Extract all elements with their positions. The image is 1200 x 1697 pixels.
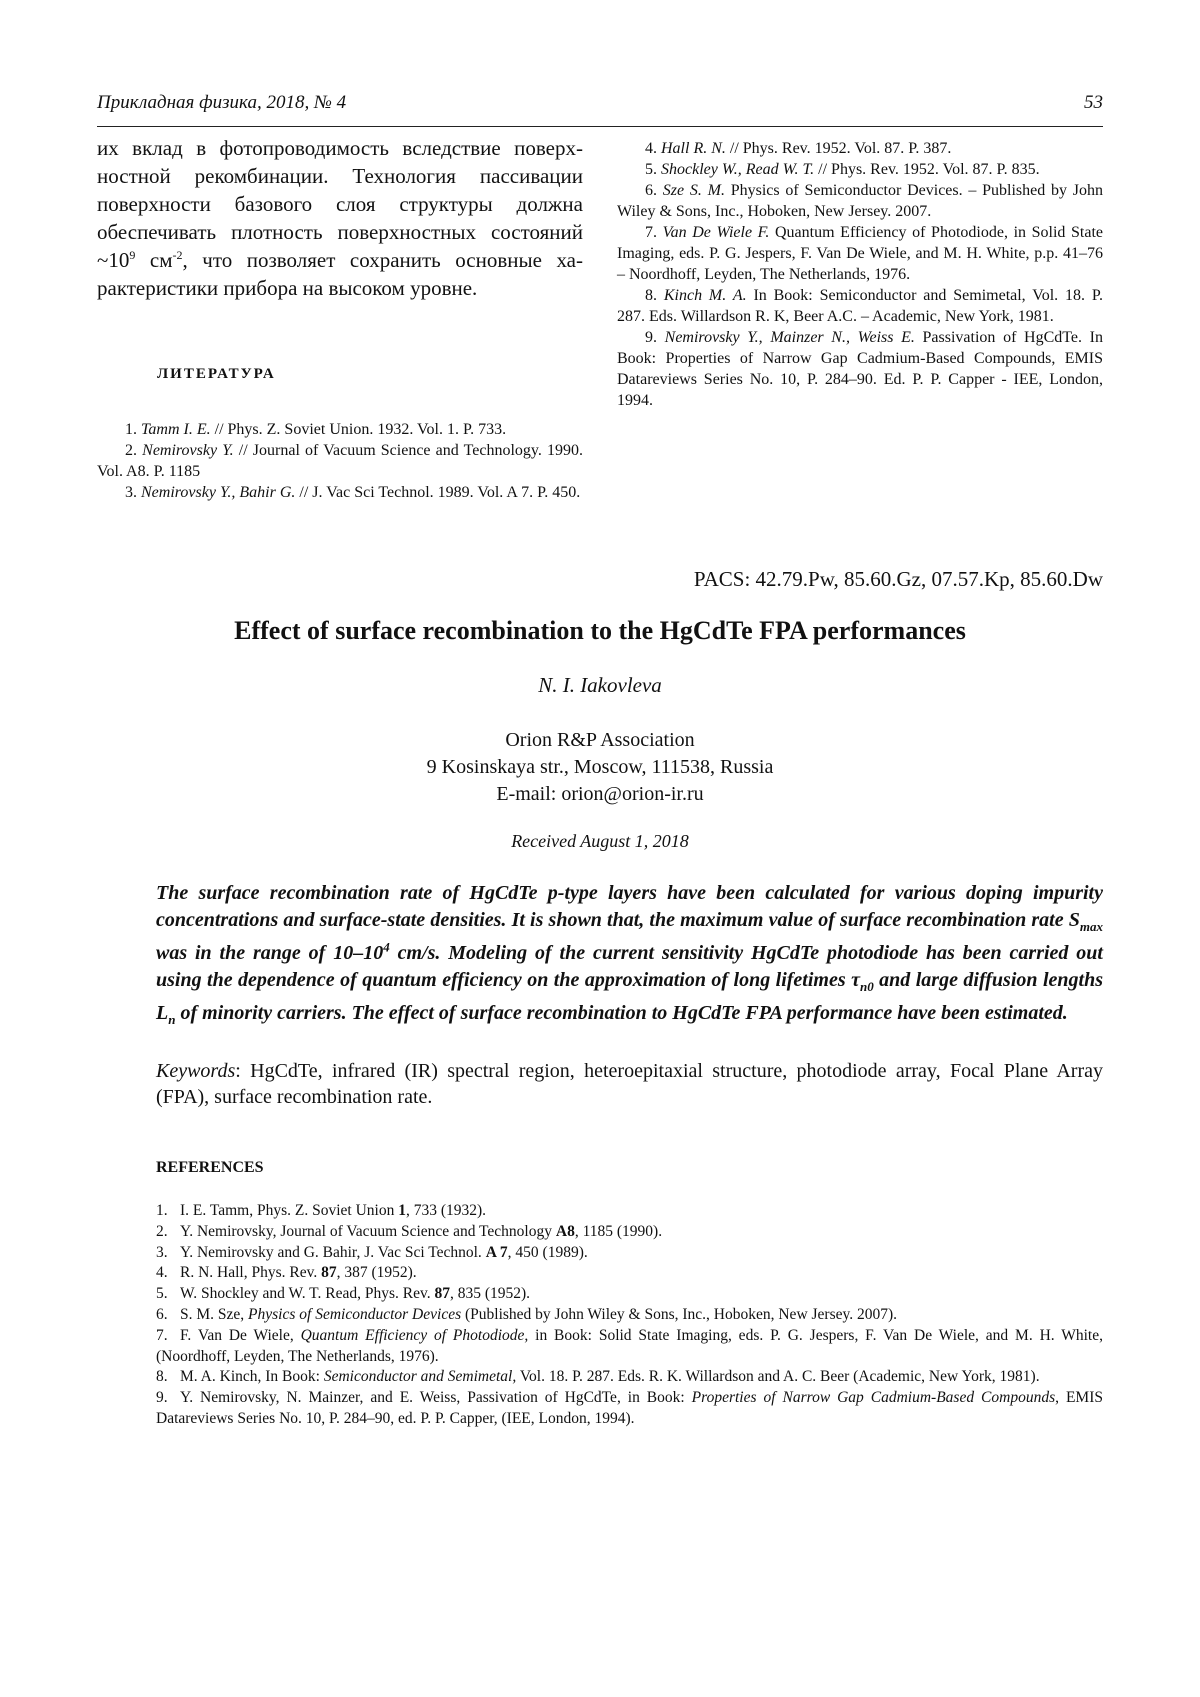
- ref-text: in Book: Solid State Imaging, eds. P. G. Jespers, F. Van De Wiele, and M. H. White, (Noordhoff, Leyden, The Netherlands, 1976).: [156, 1326, 1103, 1365]
- ref-num: 2.: [125, 442, 137, 459]
- ref-num: 7.: [156, 1326, 168, 1344]
- ru-sup: 9: [129, 248, 136, 262]
- reference-item: [156, 1388, 1103, 1430]
- abstract-part: cm/s. Modeling of the current sensitivity HgCdTe photodiode has been carried out using the dependence of quantum efficiency on the approximation of long lifetimes τ: [156, 942, 1103, 991]
- ref-num: 5.: [156, 1285, 168, 1303]
- ref-num: 3.: [125, 484, 137, 501]
- ref-author: Kinch M. A.: [663, 287, 747, 304]
- reference-item: [617, 159, 1103, 180]
- ref-volume: A 7: [485, 1243, 508, 1261]
- ref-num: 7.: [645, 224, 657, 241]
- abstract-part: was in the range of 10–10: [156, 942, 384, 964]
- ref-rest: // Phys. Rev. 1952. Vol. 87. P. 387.: [725, 140, 952, 157]
- ref-author: Nemirovsky Y., Bahir G.: [141, 484, 296, 501]
- ref-author: Hall R. N.: [661, 140, 726, 157]
- ref-author: Nemirovsky Y.: [142, 442, 234, 459]
- abstract-part: of minority carriers. The effect of surface recombination to HgCdTe FPA performance have been estimated.: [175, 1002, 1068, 1024]
- ref-rest: Physics of Semiconductor Devices. – Published by John Wiley & Sons, Inc., Hoboken, New Jersey. 2007.: [617, 182, 1104, 220]
- ref-num: 4.: [156, 1264, 168, 1282]
- ref-author: Nemirovsky Y., Mainzer N., Weiss E.: [664, 329, 915, 346]
- ref-text: W. Shockley and W. T. Read, Phys. Rev.: [180, 1285, 435, 1303]
- ref-volume: 1: [398, 1202, 406, 1219]
- ref-text: Y. Nemirovsky, N. Mainzer, and E. Weiss, Passivation of HgCdTe, in Book:: [180, 1389, 692, 1407]
- literature-heading: ЛИТЕРАТУРА: [157, 366, 276, 382]
- ref-text: M. A. Kinch, In Book:: [180, 1368, 324, 1386]
- russian-reference-list: [97, 419, 583, 503]
- ref-num: 2.: [156, 1222, 168, 1240]
- ref-num: 3.: [156, 1243, 168, 1261]
- journal-title: Прикладная физика, 2018, № 4: [97, 92, 347, 113]
- ref-num: 1.: [125, 421, 137, 438]
- ref-italic: Physics of Semiconductor Devices: [248, 1305, 462, 1323]
- ref-text: , EMIS Datareviews Series No. 10, P. 284–90, ed. P. P. Capper, (IEE, London, 1994).: [156, 1389, 1103, 1427]
- ref-rest: // Phys. Rev. 1952. Vol. 87. P. 835.: [814, 161, 1040, 178]
- ref-num: 4.: [645, 140, 657, 157]
- russian-reference-list-continued: [617, 138, 1103, 411]
- article-title: Effect of surface recombination to the HgCdTe FPA performances: [234, 616, 966, 645]
- left-column: [97, 134, 583, 503]
- abstract-sub: n0: [859, 978, 874, 994]
- ref-num: 8.: [156, 1368, 168, 1386]
- reference-item: [156, 1305, 1103, 1326]
- ref-text: S. M. Sze,: [180, 1305, 249, 1323]
- right-column: [617, 138, 1103, 411]
- ref-text: , 1185 (1990).: [574, 1222, 663, 1240]
- abstract-sub: n: [168, 1012, 176, 1027]
- reference-item: [156, 1367, 1103, 1388]
- ref-text: , 733 (1932).: [405, 1202, 487, 1219]
- ru-sup: -2: [172, 248, 183, 262]
- reference-item: [97, 482, 583, 503]
- ref-num: 5.: [645, 161, 657, 178]
- ref-author: Tamm I. E.: [141, 421, 211, 438]
- ru-text-part: , что позволяет сохранить основные ха-рактеристики прибора на высоком уровне.: [97, 248, 583, 300]
- ref-text: Y. Nemirovsky, Journal of Vacuum Science and Technology: [180, 1222, 556, 1240]
- affiliation: [97, 727, 1103, 808]
- pacs-codes: PACS: 42.79.Pw, 85.60.Gz, 07.57.Kp, 85.60.Dw: [693, 567, 1103, 591]
- ref-italic: Quantum Efficiency of Photodiode,: [300, 1326, 529, 1344]
- abstract-sub: max: [1079, 918, 1103, 934]
- affiliation-email: E-mail: orion@orion-ir.ru: [496, 783, 704, 805]
- keywords-label: Keywords: [156, 1060, 236, 1082]
- ref-text: R. N. Hall, Phys. Rev.: [180, 1264, 322, 1282]
- english-reference-list: [156, 1201, 1103, 1430]
- reference-item: [97, 440, 583, 482]
- article-author: N. I. Iakovleva: [538, 673, 662, 697]
- reference-item: [97, 419, 583, 440]
- ref-rest: Quantum Efficiency of Photodiode, in Solid State Imaging, eds. P. G. Jespers, F. Van De Wiele, and M. H. White, p.p. 41–76 – Noordhoff, Leyden, The Netherlands, 1976.: [617, 224, 1104, 283]
- ref-author: Van De Wiele F.: [662, 224, 770, 241]
- header-rule: [97, 126, 1103, 127]
- ref-author: Sze S. M.: [662, 182, 725, 199]
- ref-text: Y. Nemirovsky and G. Bahir, J. Vac Sci Technol.: [180, 1243, 486, 1261]
- reference-item: [617, 327, 1103, 411]
- ref-volume: 87: [321, 1264, 337, 1282]
- ref-num: 9.: [645, 329, 657, 346]
- ref-text: F. Van De Wiele,: [180, 1326, 301, 1344]
- abstract-sup: 4: [383, 939, 390, 955]
- ref-rest: // Phys. Z. Soviet Union. 1932. Vol. 1. P. 733.: [210, 421, 507, 438]
- ref-num: 8.: [645, 287, 657, 304]
- references-heading: REFERENCES: [156, 1159, 264, 1176]
- russian-paragraph: [97, 134, 583, 302]
- reference-item: [617, 138, 1103, 159]
- ref-volume: A8: [555, 1222, 575, 1240]
- abstract-part: and large diffusion lengths L: [156, 968, 1103, 1024]
- reference-item: [156, 1243, 1103, 1264]
- ref-num: 6.: [156, 1305, 168, 1323]
- ref-italic: Semiconductor and Semimetal,: [323, 1368, 517, 1386]
- ref-volume: 87: [434, 1285, 450, 1303]
- ru-text-part: см: [135, 248, 173, 272]
- ref-rest: In Book: Semiconductor and Semimetal, Vol. 18. P. 287. Eds. Willardson R. K, Beer A.C. – Academic, New York, 1981.: [617, 287, 1104, 325]
- abstract: [156, 880, 1103, 1034]
- reference-item: [156, 1326, 1103, 1368]
- ref-text: Vol. 18. P. 287. Eds. R. K. Willardson and A. C. Beer (Academic, New York, 1981).: [516, 1368, 1040, 1386]
- ref-num: 6.: [645, 182, 657, 199]
- ref-text: , 450 (1989).: [507, 1243, 588, 1261]
- ru-text-part: их вклад в фотопроводимость вследствие поверх-ностной рекомбинации. Технология пассивации поверхности базового слоя структуры должна обеспечивать плотность поверхностных состояний ~10: [97, 136, 583, 272]
- reference-item: [617, 285, 1103, 327]
- keywords-text: : HgCdTe, infrared (IR) spectral region, heteroepitaxial structure, photodiode array, Focal Plane Array (FPA), surface recombination rate.: [156, 1060, 1103, 1108]
- reference-item: [617, 180, 1103, 222]
- ref-text: I. E. Tamm, Phys. Z. Soviet Union: [180, 1202, 399, 1219]
- affiliation-address: 9 Kosinskaya str., Moscow, 111538, Russia: [426, 756, 774, 778]
- ref-rest: // J. Vac Sci Technol. 1989. Vol. A 7. P. 450.: [295, 484, 581, 501]
- reference-item: [617, 222, 1103, 285]
- affiliation-org: Orion R&P Association: [505, 729, 695, 751]
- ref-rest: Passivation of HgCdTe. In Book: Properties of Narrow Gap Cadmium-Based Compounds, EMIS Datareviews Series No. 10, P. 284–90. Ed. P. P. Capper - IEE, London, 1994.: [617, 329, 1104, 409]
- abstract-part: The surface recombination rate of HgCdTe p-type layers have been calculated for various doping impurity concentrations and surface-state densities. It is shown that, the maximum value of surface recombination rate S: [156, 882, 1103, 931]
- ref-num: 9.: [156, 1389, 168, 1407]
- reference-item: [156, 1284, 1103, 1305]
- reference-item: [156, 1201, 1103, 1222]
- ref-text: (Published by John Wiley & Sons, Inc., Hoboken, New Jersey. 2007).: [461, 1305, 898, 1323]
- ref-italic: Properties of Narrow Gap Cadmium-Based Compounds: [691, 1389, 1056, 1407]
- received-date: Received August 1, 2018: [511, 831, 689, 851]
- ref-text: , 387 (1952).: [336, 1264, 417, 1282]
- running-head: [97, 92, 1103, 120]
- keywords: [156, 1058, 1103, 1110]
- ref-text: , 835 (1952).: [449, 1285, 531, 1303]
- page-number: 53: [1084, 92, 1103, 113]
- reference-item: [156, 1222, 1103, 1243]
- ref-author: Shockley W., Read W. T.: [661, 161, 815, 178]
- reference-item: [156, 1263, 1103, 1284]
- ref-rest: // Journal of Vacuum Science and Technology. 1990. Vol. A8. P. 1185: [97, 442, 583, 480]
- ref-num: 1.: [156, 1202, 168, 1219]
